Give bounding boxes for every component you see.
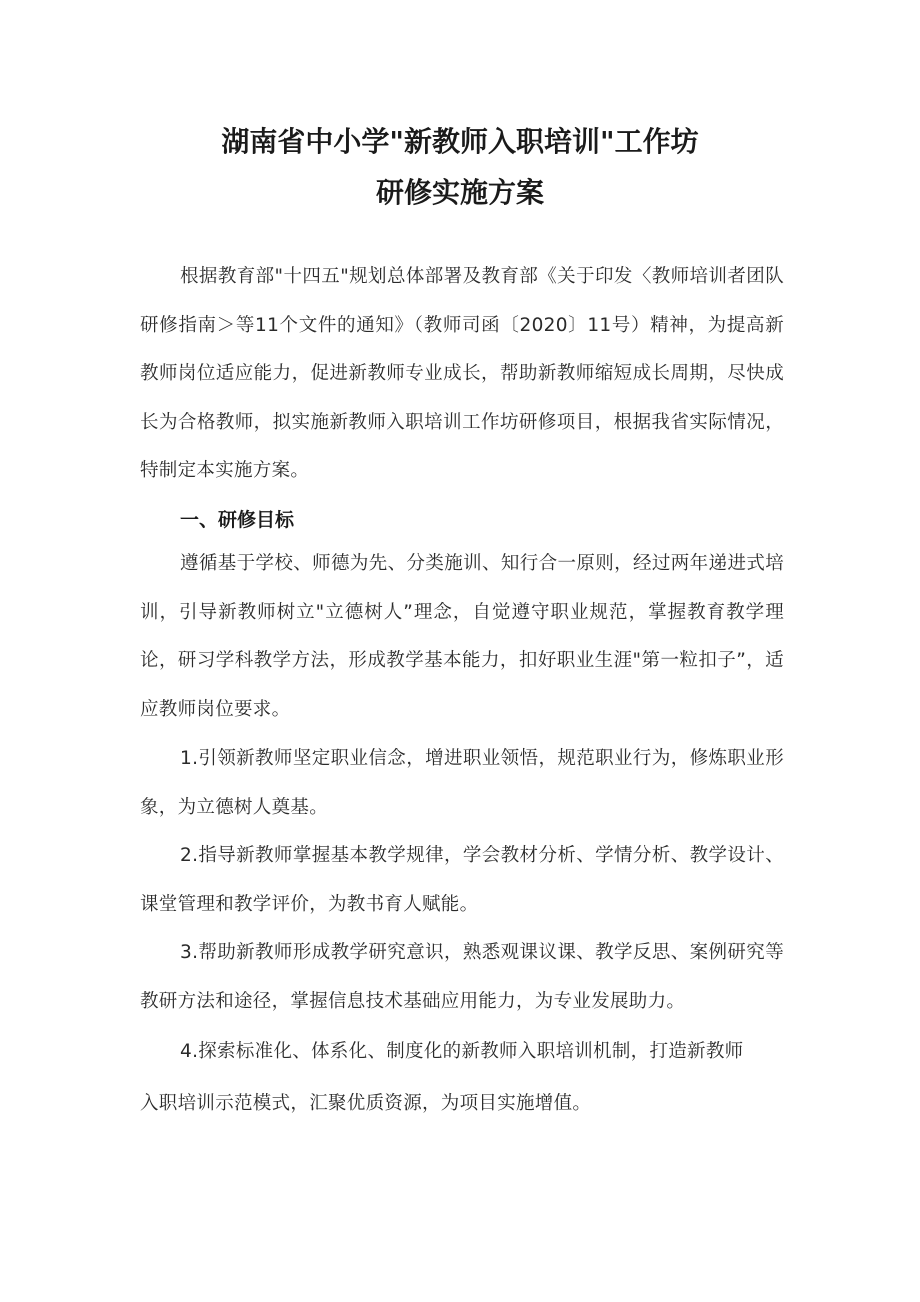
intro-paragraph: 根据教育部"十四五"规划总体部署及教育部《关于印发〈教师培训者团队研修指南＞等11个文件的通知》（教师司函〔2020〕11号）精神，为提高新教师岗位适应能力，促进新教师专业成长，帮助新教师缩短成长周期，尽快成长为合格教师，拟实施新教师入职培训工作坊研修项目，根据我省实际情况，特制定本实施方案。 [140, 266, 784, 481]
goal-paragraph: 遵循基于学校、师德为先、分类施训、知行合一原则，经过两年递进式培训，引导新教师树立"立德树人”理念，自觉遵守职业规范，掌握教育教学理论，研习学科教学方法，形成教学基本能力，扣好职业生涯"第一粒扣子”，适应教师岗位要求。 [140, 553, 784, 720]
goal-item-1: 1.引领新教师坚定职业信念，增进职业领悟，规范职业行为，修炼职业形象，为立德树人奠基。 [140, 748, 784, 818]
goal-item-4: 4.探索标准化、体系化、制度化的新教师入职培训机制，打造新教师入职培训示范模式，汇聚优质资源，为项目实施增值。 [140, 1041, 744, 1114]
goal-item-3: 3.帮助新教师形成教学研究意识，熟悉观课议课、教学反思、案例研究等教研方法和途径，掌握信息技术基础应用能力，为专业发展助力。 [140, 942, 784, 1012]
document-title-line2: 研修实施方案 [375, 176, 544, 209]
goal-item-2: 2.指导新教师掌握基本教学规律，学会教材分析、学情分析、教学设计、课堂管理和教学评价，为教书育人赋能。 [140, 845, 784, 915]
document-title-line1: 湖南省中小学"新教师入职培训"工作坊 [221, 125, 699, 158]
section-heading-goals: 一、研修目标 [180, 509, 295, 531]
